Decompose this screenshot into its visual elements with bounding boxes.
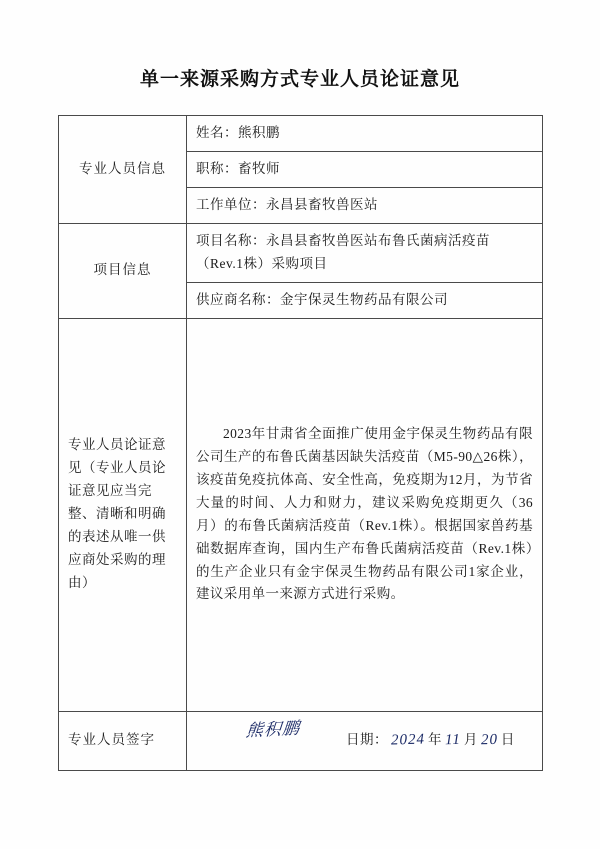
- date-year-value: 2024: [390, 731, 426, 749]
- supplier-name-value: 供应商名称：金宇保灵生物药品有限公司: [187, 282, 543, 318]
- date-label-text: 日期：: [346, 731, 388, 747]
- opinion-body-cell: [187, 318, 543, 711]
- page-title: 单一来源采购方式专业人员论证意见: [139, 69, 460, 90]
- opinion-body-text: 2023年甘肃省全面推广使用金宇保灵生物药品有限公司生产的布鲁氏菌基因缺失活疫苗（M5-90△26株），该疫苗免疫抗体高、安全性高，免疫期为12月，为节省大量的时间、人力和财力，建议采购免疫期更久（36月）的布鲁氏菌病活疫苗（Rev.1株）。根据国家兽药基础数据库查询，国内生产布鲁氏菌病活疫苗（Rev.1株）的生产企业只有金宇保灵生物药品有限公司1家企业，建议采用单一来源方式进行采购。: [196, 425, 533, 602]
- table-row: [59, 318, 543, 711]
- staff-info-label: 专业人员信息: [59, 116, 187, 224]
- handwritten-signature: 熊积鹏: [245, 718, 302, 741]
- table-row: [59, 711, 543, 770]
- signature-value: [213, 716, 333, 745]
- staff-name-value: 姓名：熊积鹏: [187, 116, 543, 152]
- date-month-unit: 月: [463, 731, 478, 747]
- project-info-label: 项目信息: [59, 223, 187, 318]
- date-row: [346, 728, 533, 754]
- argumentation-form-table: [58, 115, 543, 771]
- date-day-value: 20: [480, 731, 499, 749]
- staff-title-value: 职称：畜牧师: [187, 151, 543, 187]
- table-row: [59, 116, 543, 152]
- signature-and-date-cell: [187, 711, 543, 770]
- signature-label: 专业人员签字: [59, 711, 187, 770]
- opinion-label: 专业人员论证意见（专业人员论证意见应当完整、清晰和明确的表述从唯一供应商处采购的理由）: [59, 318, 187, 711]
- table-row: [59, 223, 543, 282]
- project-name-value: 项目名称：永昌县畜牧兽医站布鲁氏菌病活疫苗（Rev.1株）采购项目: [187, 223, 543, 282]
- staff-unit-value: 工作单位：永昌县畜牧兽医站: [187, 187, 543, 223]
- date-month-value: 11: [444, 731, 462, 749]
- date-year-unit: 年: [428, 731, 442, 747]
- date-day-unit: 日: [500, 731, 515, 747]
